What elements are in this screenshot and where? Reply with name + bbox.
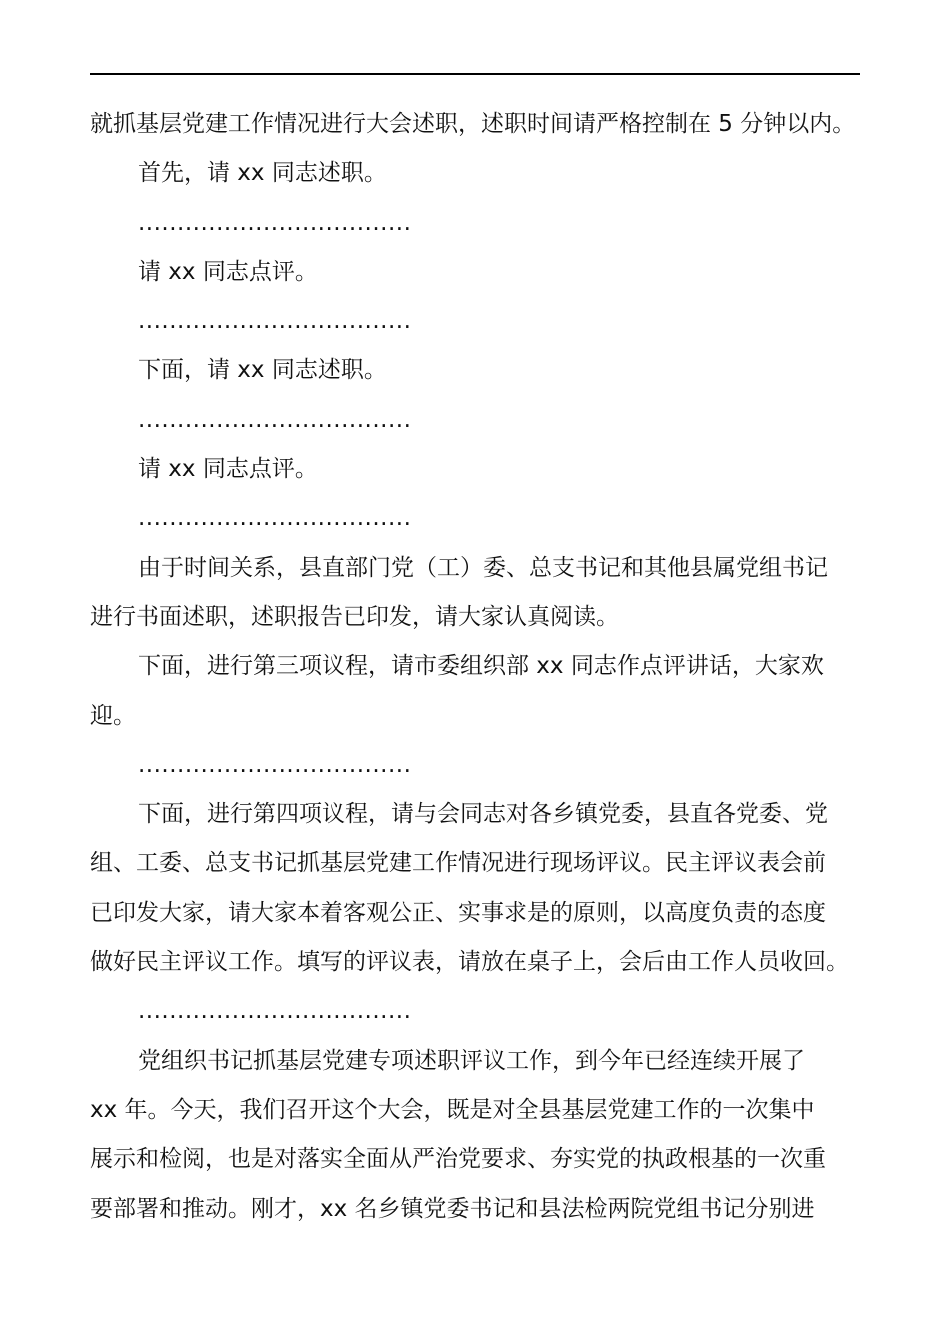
text-line: 就抓基层党建工作情况进行大会述职，述职时间请严格控制在 5 分钟以内。	[90, 111, 856, 137]
text-line: 下面，请 xx 同志述职。	[138, 357, 387, 384]
text-line: 请 xx 同志点评。	[138, 456, 318, 483]
ellipsis-line: ...................................	[138, 505, 412, 532]
document-body	[90, 100, 880, 1234]
ellipsis-line: ...................................	[138, 406, 412, 433]
text-line: 已印发大家，请大家本着客观公正、实事求是的原则，以高度负责的态度	[90, 899, 826, 926]
text-line: 党组织书记抓基层党建专项述职评议工作，到今年已经连续开展了	[138, 1047, 805, 1074]
ellipsis-line: ...................................	[138, 751, 412, 778]
text-line: 展示和检阅，也是对落实全面从严治党要求、夯实党的执政根基的一次重	[90, 1146, 826, 1173]
text-line: 迎。	[90, 702, 136, 729]
text-line: 请 xx 同志点评。	[138, 258, 318, 285]
ellipsis-line: ...................................	[138, 998, 412, 1025]
text-line: 组、工委、总支书记抓基层党建工作情况进行现场评议。民主评议表会前	[90, 850, 826, 877]
text-line: 进行书面述职，述职报告已印发，请大家认真阅读。	[90, 603, 619, 630]
ellipsis-line: ...................................	[138, 209, 412, 236]
text-line: 下面，进行第三项议程，请市委组织部 xx 同志作点评讲话，大家欢	[138, 653, 824, 680]
text-line: 由于时间关系，县直部门党（工）委、总支书记和其他县属党组书记	[138, 554, 828, 581]
text-line: xx 年。今天，我们召开这个大会，既是对全县基层党建工作的一次集中	[90, 1096, 815, 1123]
text-line: 下面，进行第四项议程，请与会同志对各乡镇党委，县直各党委、党	[138, 801, 828, 828]
ellipsis-line: ...................................	[138, 308, 412, 335]
text-line: 首先，请 xx 同志述职。	[138, 160, 387, 187]
text-line: 做好民主评议工作。填写的评议表，请放在桌子上，会后由工作人员收回。	[90, 949, 849, 976]
header-rule	[90, 73, 860, 75]
text-line: 要部署和推动。刚才，xx 名乡镇党委书记和县法检两院党组书记分别进	[90, 1195, 815, 1222]
